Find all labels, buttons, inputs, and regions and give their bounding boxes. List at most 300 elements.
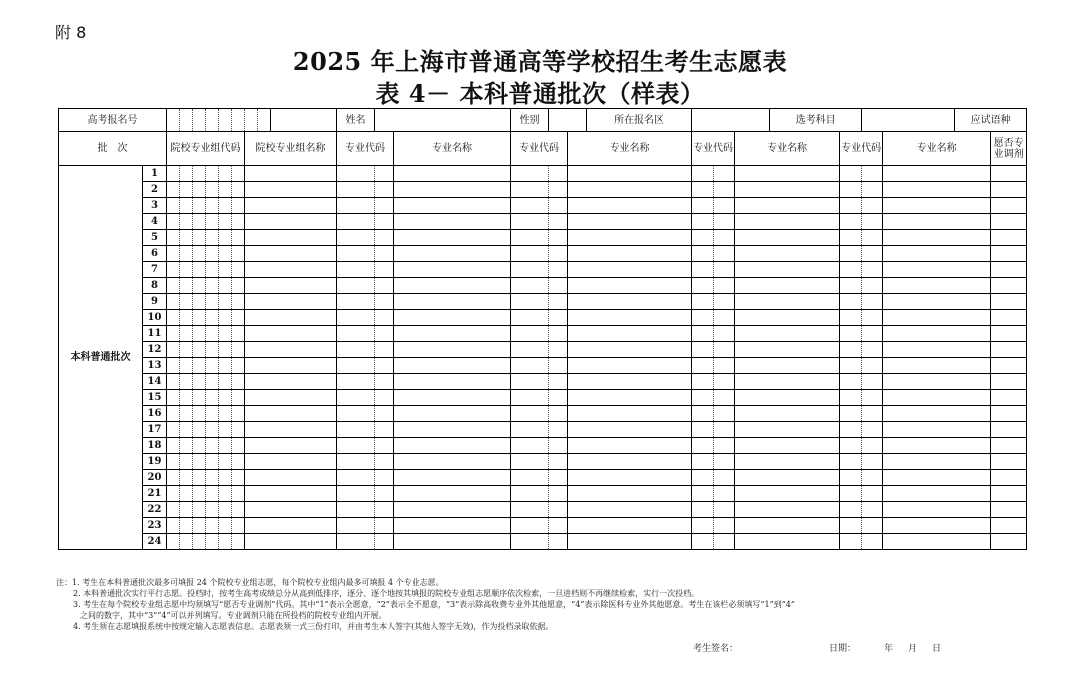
major-code-cell[interactable]: [337, 486, 375, 502]
major-name-cell[interactable]: [394, 470, 511, 486]
adjust-cell[interactable]: [991, 454, 1027, 470]
major-name-cell[interactable]: [735, 422, 840, 438]
major-code-cell[interactable]: [692, 502, 714, 518]
major-code-cell[interactable]: [511, 246, 549, 262]
group-code-cell[interactable]: [232, 182, 245, 198]
major-name-cell[interactable]: [568, 438, 692, 454]
major-name-cell[interactable]: [394, 438, 511, 454]
major-code-cell[interactable]: [549, 470, 568, 486]
major-code-cell[interactable]: [840, 214, 862, 230]
major-code-cell[interactable]: [511, 166, 549, 182]
major-name-cell[interactable]: [735, 438, 840, 454]
group-code-cell[interactable]: [167, 310, 180, 326]
major-code-cell[interactable]: [862, 358, 883, 374]
major-code-cell[interactable]: [692, 246, 714, 262]
adjust-cell[interactable]: [991, 486, 1027, 502]
major-code-cell[interactable]: [692, 198, 714, 214]
major-code-cell[interactable]: [375, 310, 394, 326]
group-code-cell[interactable]: [180, 358, 193, 374]
major-code-cell[interactable]: [692, 470, 714, 486]
major-code-cell[interactable]: [714, 534, 735, 550]
major-code-cell[interactable]: [714, 230, 735, 246]
group-name-cell[interactable]: [245, 342, 337, 358]
major-name-cell[interactable]: [394, 230, 511, 246]
group-code-cell[interactable]: [193, 198, 206, 214]
group-code-cell[interactable]: [193, 390, 206, 406]
major-code-cell[interactable]: [840, 294, 862, 310]
major-code-cell[interactable]: [511, 278, 549, 294]
group-code-cell[interactable]: [206, 182, 219, 198]
major-code-cell[interactable]: [511, 262, 549, 278]
group-code-cell[interactable]: [167, 518, 180, 534]
major-name-cell[interactable]: [568, 454, 692, 470]
adjust-cell[interactable]: [991, 438, 1027, 454]
adjust-cell[interactable]: [991, 406, 1027, 422]
major-name-cell[interactable]: [394, 534, 511, 550]
major-name-cell[interactable]: [394, 166, 511, 182]
major-name-cell[interactable]: [394, 518, 511, 534]
major-code-cell[interactable]: [692, 422, 714, 438]
major-code-cell[interactable]: [692, 358, 714, 374]
group-code-cell[interactable]: [193, 246, 206, 262]
group-code-cell[interactable]: [206, 438, 219, 454]
major-name-cell[interactable]: [735, 310, 840, 326]
subjects-field[interactable]: [862, 109, 955, 132]
major-code-cell[interactable]: [692, 518, 714, 534]
major-code-cell[interactable]: [375, 390, 394, 406]
major-name-cell[interactable]: [883, 198, 991, 214]
major-code-cell[interactable]: [337, 230, 375, 246]
group-code-cell[interactable]: [180, 214, 193, 230]
group-code-cell[interactable]: [193, 310, 206, 326]
major-code-cell[interactable]: [692, 230, 714, 246]
major-name-cell[interactable]: [568, 502, 692, 518]
major-code-cell[interactable]: [714, 358, 735, 374]
group-code-cell[interactable]: [232, 438, 245, 454]
group-code-cell[interactable]: [232, 246, 245, 262]
major-code-cell[interactable]: [511, 406, 549, 422]
group-code-cell[interactable]: [206, 486, 219, 502]
group-code-cell[interactable]: [232, 294, 245, 310]
major-code-cell[interactable]: [375, 246, 394, 262]
major-code-cell[interactable]: [692, 182, 714, 198]
major-code-cell[interactable]: [862, 214, 883, 230]
group-code-cell[interactable]: [232, 230, 245, 246]
major-name-cell[interactable]: [568, 182, 692, 198]
major-code-cell[interactable]: [337, 246, 375, 262]
major-code-cell[interactable]: [549, 438, 568, 454]
group-code-cell[interactable]: [167, 422, 180, 438]
major-code-cell[interactable]: [692, 534, 714, 550]
group-code-cell[interactable]: [219, 486, 232, 502]
group-code-cell[interactable]: [206, 310, 219, 326]
major-code-cell[interactable]: [549, 310, 568, 326]
group-code-cell[interactable]: [232, 454, 245, 470]
major-code-cell[interactable]: [714, 278, 735, 294]
group-code-cell[interactable]: [180, 534, 193, 550]
major-code-cell[interactable]: [692, 326, 714, 342]
group-code-cell[interactable]: [219, 262, 232, 278]
exam-no-cell[interactable]: [180, 109, 193, 132]
major-name-cell[interactable]: [883, 422, 991, 438]
group-name-cell[interactable]: [245, 502, 337, 518]
major-name-cell[interactable]: [568, 262, 692, 278]
major-code-cell[interactable]: [862, 342, 883, 358]
major-name-cell[interactable]: [735, 326, 840, 342]
major-code-cell[interactable]: [840, 358, 862, 374]
group-name-cell[interactable]: [245, 406, 337, 422]
major-code-cell[interactable]: [549, 246, 568, 262]
group-code-cell[interactable]: [193, 534, 206, 550]
group-code-cell[interactable]: [232, 326, 245, 342]
group-code-cell[interactable]: [180, 262, 193, 278]
major-code-cell[interactable]: [714, 406, 735, 422]
group-code-cell[interactable]: [232, 342, 245, 358]
major-code-cell[interactable]: [862, 438, 883, 454]
group-code-cell[interactable]: [232, 422, 245, 438]
major-code-cell[interactable]: [692, 374, 714, 390]
major-code-cell[interactable]: [549, 214, 568, 230]
group-code-cell[interactable]: [193, 406, 206, 422]
major-code-cell[interactable]: [840, 406, 862, 422]
group-code-cell[interactable]: [206, 246, 219, 262]
major-code-cell[interactable]: [714, 310, 735, 326]
major-code-cell[interactable]: [511, 214, 549, 230]
major-code-cell[interactable]: [375, 166, 394, 182]
major-code-cell[interactable]: [692, 310, 714, 326]
major-name-cell[interactable]: [568, 198, 692, 214]
major-code-cell[interactable]: [375, 534, 394, 550]
major-name-cell[interactable]: [394, 374, 511, 390]
major-code-cell[interactable]: [337, 166, 375, 182]
major-code-cell[interactable]: [692, 262, 714, 278]
major-name-cell[interactable]: [883, 358, 991, 374]
group-code-cell[interactable]: [206, 278, 219, 294]
major-name-cell[interactable]: [568, 214, 692, 230]
major-code-cell[interactable]: [549, 342, 568, 358]
group-code-cell[interactable]: [167, 278, 180, 294]
major-name-cell[interactable]: [394, 246, 511, 262]
major-code-cell[interactable]: [549, 182, 568, 198]
group-code-cell[interactable]: [232, 214, 245, 230]
group-code-cell[interactable]: [193, 486, 206, 502]
major-code-cell[interactable]: [549, 294, 568, 310]
major-code-cell[interactable]: [511, 518, 549, 534]
group-code-cell[interactable]: [206, 342, 219, 358]
major-code-cell[interactable]: [511, 294, 549, 310]
group-code-cell[interactable]: [193, 278, 206, 294]
major-name-cell[interactable]: [568, 518, 692, 534]
group-code-cell[interactable]: [167, 358, 180, 374]
major-code-cell[interactable]: [714, 438, 735, 454]
group-code-cell[interactable]: [232, 166, 245, 182]
major-code-cell[interactable]: [337, 310, 375, 326]
major-name-cell[interactable]: [883, 278, 991, 294]
major-code-cell[interactable]: [549, 486, 568, 502]
group-name-cell[interactable]: [245, 246, 337, 262]
group-code-cell[interactable]: [180, 374, 193, 390]
major-code-cell[interactable]: [862, 262, 883, 278]
group-code-cell[interactable]: [219, 310, 232, 326]
adjust-cell[interactable]: [991, 310, 1027, 326]
major-code-cell[interactable]: [692, 390, 714, 406]
exam-no-cell[interactable]: [258, 109, 271, 132]
group-code-cell[interactable]: [232, 278, 245, 294]
major-code-cell[interactable]: [692, 438, 714, 454]
major-name-cell[interactable]: [883, 294, 991, 310]
group-code-cell[interactable]: [219, 198, 232, 214]
group-name-cell[interactable]: [245, 534, 337, 550]
group-code-cell[interactable]: [219, 214, 232, 230]
adjust-cell[interactable]: [991, 358, 1027, 374]
major-code-cell[interactable]: [692, 278, 714, 294]
group-name-cell[interactable]: [245, 166, 337, 182]
group-code-cell[interactable]: [180, 342, 193, 358]
group-code-cell[interactable]: [219, 422, 232, 438]
major-code-cell[interactable]: [862, 518, 883, 534]
group-code-cell[interactable]: [167, 182, 180, 198]
group-code-cell[interactable]: [219, 438, 232, 454]
major-name-cell[interactable]: [735, 486, 840, 502]
major-code-cell[interactable]: [714, 198, 735, 214]
major-code-cell[interactable]: [840, 422, 862, 438]
major-code-cell[interactable]: [375, 502, 394, 518]
major-code-cell[interactable]: [840, 342, 862, 358]
major-name-cell[interactable]: [568, 374, 692, 390]
group-code-cell[interactable]: [219, 454, 232, 470]
major-code-cell[interactable]: [549, 166, 568, 182]
group-code-cell[interactable]: [193, 454, 206, 470]
major-code-cell[interactable]: [862, 454, 883, 470]
group-code-cell[interactable]: [167, 502, 180, 518]
major-code-cell[interactable]: [511, 230, 549, 246]
group-code-cell[interactable]: [180, 230, 193, 246]
major-code-cell[interactable]: [337, 326, 375, 342]
major-name-cell[interactable]: [568, 326, 692, 342]
group-name-cell[interactable]: [245, 422, 337, 438]
group-name-cell[interactable]: [245, 326, 337, 342]
major-code-cell[interactable]: [511, 374, 549, 390]
group-code-cell[interactable]: [167, 326, 180, 342]
adjust-cell[interactable]: [991, 198, 1027, 214]
group-code-cell[interactable]: [167, 230, 180, 246]
group-code-cell[interactable]: [219, 166, 232, 182]
major-code-cell[interactable]: [511, 198, 549, 214]
major-name-cell[interactable]: [394, 342, 511, 358]
major-code-cell[interactable]: [840, 454, 862, 470]
major-code-cell[interactable]: [714, 294, 735, 310]
major-name-cell[interactable]: [394, 214, 511, 230]
major-code-cell[interactable]: [840, 230, 862, 246]
major-name-cell[interactable]: [394, 278, 511, 294]
group-code-cell[interactable]: [206, 166, 219, 182]
group-code-cell[interactable]: [219, 278, 232, 294]
group-code-cell[interactable]: [180, 470, 193, 486]
major-name-cell[interactable]: [735, 374, 840, 390]
major-name-cell[interactable]: [568, 310, 692, 326]
group-code-cell[interactable]: [167, 262, 180, 278]
major-code-cell[interactable]: [337, 406, 375, 422]
group-name-cell[interactable]: [245, 518, 337, 534]
group-code-cell[interactable]: [232, 262, 245, 278]
major-name-cell[interactable]: [735, 502, 840, 518]
major-name-cell[interactable]: [735, 246, 840, 262]
major-code-cell[interactable]: [840, 278, 862, 294]
group-code-cell[interactable]: [193, 342, 206, 358]
major-code-cell[interactable]: [375, 374, 394, 390]
exam-no-cell[interactable]: [206, 109, 219, 132]
major-code-cell[interactable]: [549, 198, 568, 214]
group-name-cell[interactable]: [245, 358, 337, 374]
major-code-cell[interactable]: [714, 518, 735, 534]
group-name-cell[interactable]: [245, 278, 337, 294]
adjust-cell[interactable]: [991, 390, 1027, 406]
major-code-cell[interactable]: [840, 166, 862, 182]
major-name-cell[interactable]: [568, 486, 692, 502]
major-code-cell[interactable]: [840, 198, 862, 214]
group-name-cell[interactable]: [245, 486, 337, 502]
group-code-cell[interactable]: [180, 390, 193, 406]
group-code-cell[interactable]: [232, 470, 245, 486]
group-code-cell[interactable]: [232, 390, 245, 406]
major-code-cell[interactable]: [337, 198, 375, 214]
major-code-cell[interactable]: [337, 502, 375, 518]
major-code-cell[interactable]: [549, 390, 568, 406]
major-code-cell[interactable]: [337, 390, 375, 406]
group-code-cell[interactable]: [167, 454, 180, 470]
group-code-cell[interactable]: [167, 406, 180, 422]
group-code-cell[interactable]: [219, 294, 232, 310]
major-name-cell[interactable]: [883, 230, 991, 246]
major-code-cell[interactable]: [375, 406, 394, 422]
major-name-cell[interactable]: [568, 406, 692, 422]
major-code-cell[interactable]: [714, 262, 735, 278]
group-name-cell[interactable]: [245, 230, 337, 246]
major-code-cell[interactable]: [840, 390, 862, 406]
major-name-cell[interactable]: [568, 278, 692, 294]
group-code-cell[interactable]: [193, 214, 206, 230]
major-code-cell[interactable]: [511, 438, 549, 454]
major-name-cell[interactable]: [883, 502, 991, 518]
major-code-cell[interactable]: [549, 374, 568, 390]
major-code-cell[interactable]: [511, 342, 549, 358]
group-code-cell[interactable]: [219, 326, 232, 342]
major-name-cell[interactable]: [394, 198, 511, 214]
group-code-cell[interactable]: [232, 502, 245, 518]
major-code-cell[interactable]: [714, 166, 735, 182]
group-code-cell[interactable]: [193, 358, 206, 374]
major-name-cell[interactable]: [735, 390, 840, 406]
major-name-cell[interactable]: [883, 166, 991, 182]
major-code-cell[interactable]: [549, 358, 568, 374]
major-code-cell[interactable]: [862, 534, 883, 550]
group-code-cell[interactable]: [180, 278, 193, 294]
major-code-cell[interactable]: [692, 166, 714, 182]
group-code-cell[interactable]: [180, 326, 193, 342]
major-code-cell[interactable]: [549, 326, 568, 342]
group-code-cell[interactable]: [167, 342, 180, 358]
major-code-cell[interactable]: [840, 470, 862, 486]
major-code-cell[interactable]: [840, 182, 862, 198]
group-code-cell[interactable]: [193, 470, 206, 486]
group-code-cell[interactable]: [180, 246, 193, 262]
major-code-cell[interactable]: [862, 486, 883, 502]
major-code-cell[interactable]: [337, 342, 375, 358]
group-code-cell[interactable]: [193, 422, 206, 438]
major-code-cell[interactable]: [511, 502, 549, 518]
major-name-cell[interactable]: [394, 262, 511, 278]
group-code-cell[interactable]: [193, 326, 206, 342]
group-code-cell[interactable]: [180, 422, 193, 438]
district-field[interactable]: [692, 109, 770, 132]
group-code-cell[interactable]: [180, 406, 193, 422]
major-code-cell[interactable]: [375, 518, 394, 534]
group-code-cell[interactable]: [219, 390, 232, 406]
group-code-cell[interactable]: [206, 326, 219, 342]
group-code-cell[interactable]: [180, 310, 193, 326]
major-code-cell[interactable]: [840, 534, 862, 550]
major-code-cell[interactable]: [511, 534, 549, 550]
major-name-cell[interactable]: [568, 422, 692, 438]
major-code-cell[interactable]: [549, 534, 568, 550]
major-name-cell[interactable]: [735, 166, 840, 182]
major-name-cell[interactable]: [883, 518, 991, 534]
major-code-cell[interactable]: [549, 502, 568, 518]
exam-no-cell[interactable]: [232, 109, 245, 132]
group-code-cell[interactable]: [206, 406, 219, 422]
adjust-cell[interactable]: [991, 246, 1027, 262]
major-name-cell[interactable]: [883, 326, 991, 342]
major-name-cell[interactable]: [394, 390, 511, 406]
major-code-cell[interactable]: [511, 422, 549, 438]
major-code-cell[interactable]: [862, 374, 883, 390]
major-code-cell[interactable]: [714, 454, 735, 470]
major-code-cell[interactable]: [337, 358, 375, 374]
major-code-cell[interactable]: [549, 518, 568, 534]
major-code-cell[interactable]: [375, 486, 394, 502]
major-code-cell[interactable]: [511, 326, 549, 342]
major-code-cell[interactable]: [862, 278, 883, 294]
major-code-cell[interactable]: [337, 518, 375, 534]
adjust-cell[interactable]: [991, 502, 1027, 518]
major-name-cell[interactable]: [568, 470, 692, 486]
major-code-cell[interactable]: [862, 230, 883, 246]
group-name-cell[interactable]: [245, 214, 337, 230]
major-code-cell[interactable]: [714, 374, 735, 390]
adjust-cell[interactable]: [991, 326, 1027, 342]
group-code-cell[interactable]: [219, 534, 232, 550]
major-code-cell[interactable]: [862, 294, 883, 310]
major-code-cell[interactable]: [549, 278, 568, 294]
group-code-cell[interactable]: [206, 294, 219, 310]
major-code-cell[interactable]: [337, 470, 375, 486]
group-name-cell[interactable]: [245, 438, 337, 454]
major-name-cell[interactable]: [883, 486, 991, 502]
exam-no-cell[interactable]: [167, 109, 180, 132]
major-name-cell[interactable]: [883, 246, 991, 262]
group-code-cell[interactable]: [232, 358, 245, 374]
group-code-cell[interactable]: [219, 246, 232, 262]
major-code-cell[interactable]: [714, 214, 735, 230]
group-code-cell[interactable]: [232, 518, 245, 534]
group-code-cell[interactable]: [219, 182, 232, 198]
group-name-cell[interactable]: [245, 294, 337, 310]
major-code-cell[interactable]: [511, 454, 549, 470]
major-code-cell[interactable]: [375, 470, 394, 486]
group-code-cell[interactable]: [180, 454, 193, 470]
name-field[interactable]: [375, 109, 511, 132]
major-name-cell[interactable]: [394, 502, 511, 518]
